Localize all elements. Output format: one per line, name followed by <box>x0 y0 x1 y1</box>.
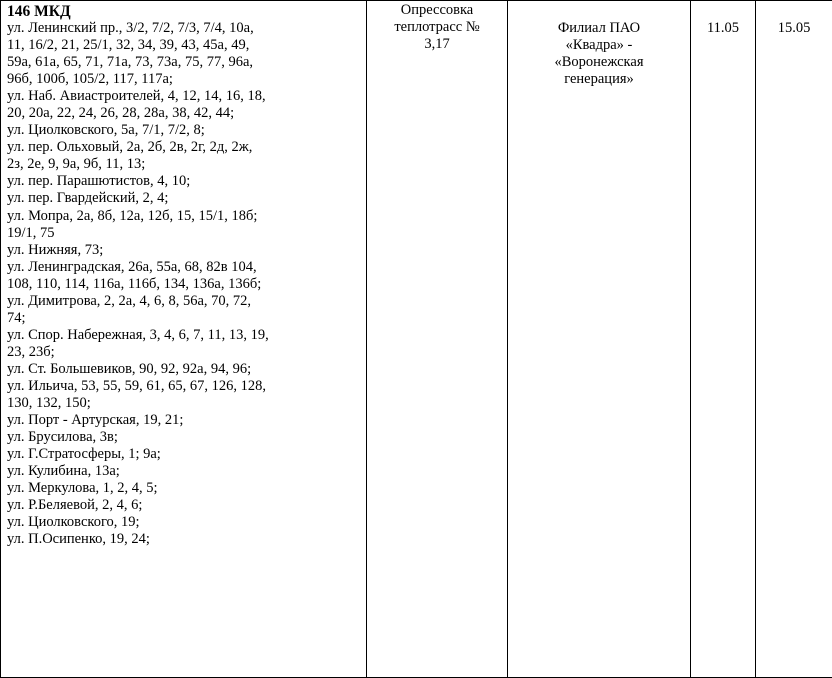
work-type-line: теплотрасс № <box>394 19 480 35</box>
address-line: ул. Брусилова, 3в; <box>7 429 118 446</box>
address-line: ул. Ленинградская, 26а, 55а, 68, 82в 104, <box>7 258 257 275</box>
table-row <box>1 1 832 678</box>
address-line: ул. Кулибина, 13а; <box>7 463 120 480</box>
address-line: ул. пер. Ольховый, 2а, 2б, 2в, 2г, 2д, 2ж, <box>7 139 253 156</box>
address-line: ул. Ст. Большевиков, 90, 92, 92а, 94, 96; <box>7 360 252 377</box>
address-line: ул. Г.Стратосферы, 1; 9а; <box>7 446 161 463</box>
organization-line: Филиал ПАО <box>557 20 641 36</box>
address-line: ул. Р.Беляевой, 2, 4, 6; <box>7 497 143 514</box>
address-line: ул. пер. Гвардейский, 2, 4; <box>7 190 169 207</box>
work-type-cell <box>367 1 508 678</box>
address-line: 11, 16/2, 21, 25/1, 32, 34, 39, 43, 45а, 49, <box>7 37 250 54</box>
address-line: 20, 20а, 22, 24, 26, 28, 28а, 38, 42, 44; <box>7 105 235 122</box>
address-line: ул. Наб. Авиастроителей, 4, 12, 14, 16, 18, <box>7 88 266 105</box>
end-date-cell <box>756 1 832 678</box>
address-line: ул. П.Осипенко, 19, 24; <box>7 531 150 548</box>
organization-cell <box>508 1 691 678</box>
address-line: ул. Циолковского, 5а, 7/1, 7/2, 8; <box>7 122 205 139</box>
address-line: 19/1, 75 <box>7 224 55 241</box>
address-list <box>7 20 366 548</box>
address-line: 23, 23б; <box>7 343 55 360</box>
address-line: ул. Ленинский пр., 3/2, 7/2, 7/3, 7/4, 10а, <box>7 20 254 36</box>
start-date: 11.05 <box>706 20 740 36</box>
start-date-cell <box>691 1 756 678</box>
address-cell <box>1 1 367 678</box>
address-line: 96б, 100б, 105/2, 117, 117а; <box>7 71 173 88</box>
address-line: ул. Нижняя, 73; <box>7 241 104 258</box>
organization-line: генерация» <box>564 71 634 87</box>
address-line: ул. Мопра, 2а, 8б, 12а, 12б, 15, 15/1, 18б; <box>7 207 258 224</box>
address-line: ул. Ильича, 53, 55, 59, 61, 65, 67, 126, 128, <box>7 377 267 394</box>
work-type-line: 3,17 <box>424 36 450 52</box>
address-line: ул. Порт - Артурская, 19, 21; <box>7 412 184 429</box>
address-line: 130, 132, 150; <box>7 395 91 412</box>
organization-line: «Воронежская <box>554 54 644 70</box>
address-line: 2з, 2е, 9, 9а, 9б, 11, 13; <box>7 156 146 173</box>
address-line: ул. Спор. Набережная, 3, 4, 6, 7, 11, 13, 19, <box>7 326 269 343</box>
end-date: 15.05 <box>777 20 811 36</box>
address-line: ул. Димитрова, 2, 2а, 4, 6, 8, 56а, 70, 72, <box>7 292 252 309</box>
address-line: 108, 110, 114, 116а, 116б, 134, 136а, 136б; <box>7 275 262 292</box>
address-line: ул. Циолковского, 19; <box>7 514 140 531</box>
building-count-title: 146 МКД <box>7 3 71 20</box>
organization-line: «Квадра» - <box>565 37 633 53</box>
address-line: 74; <box>7 309 26 326</box>
address-line: ул. пер. Парашютистов, 4, 10; <box>7 173 191 190</box>
address-line: 59а, 61а, 65, 71, 71а, 73, 73а, 75, 77, 96а, <box>7 54 254 71</box>
address-line: ул. Меркулова, 1, 2, 4, 5; <box>7 480 158 497</box>
work-type-line: Опрессовка <box>400 2 474 18</box>
